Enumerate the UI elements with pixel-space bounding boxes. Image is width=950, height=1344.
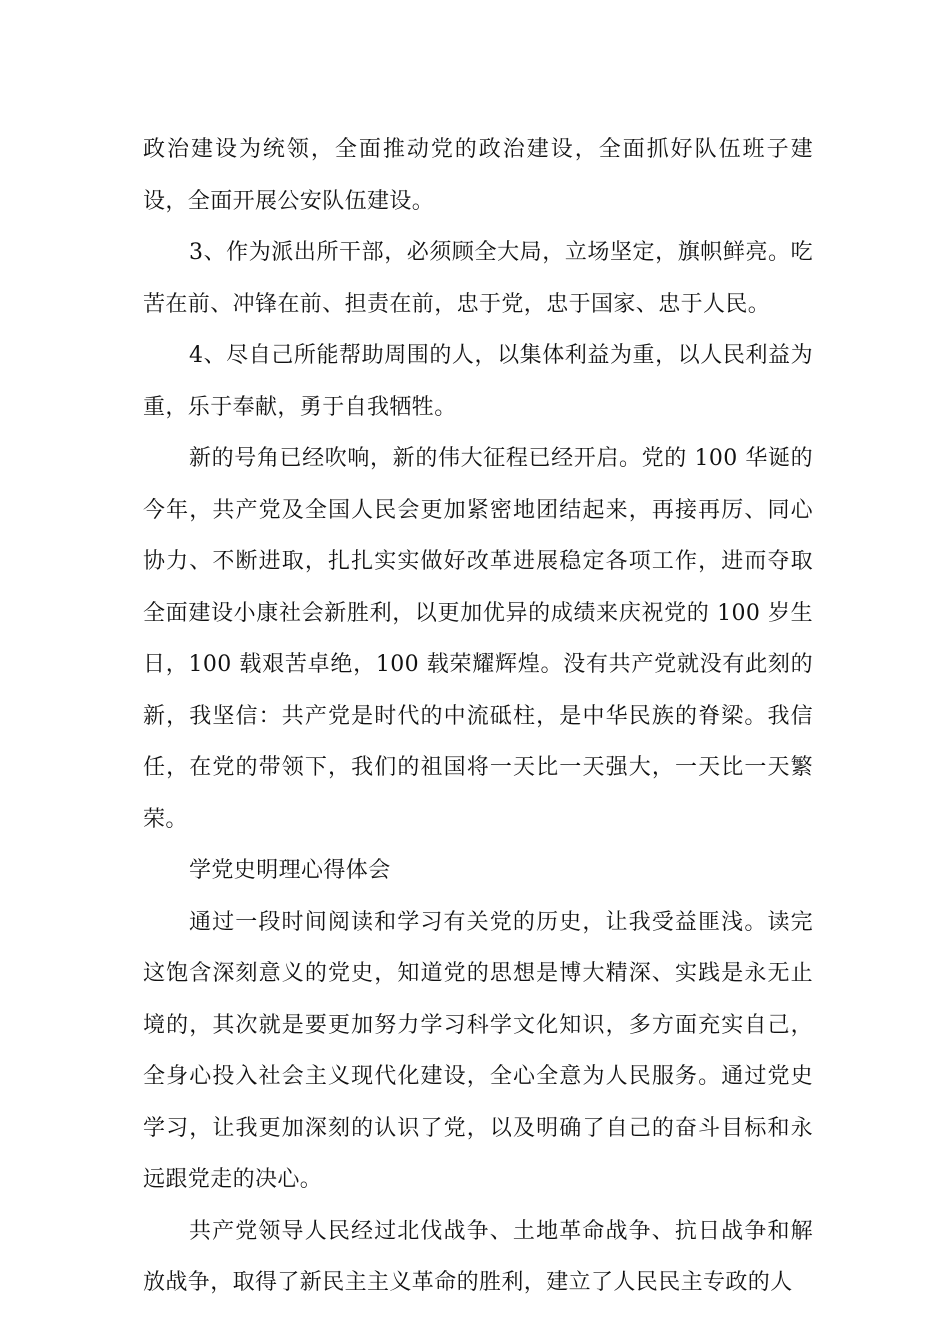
paragraph-reflection: 通过一段时间阅读和学习有关党的历史，让我受益匪浅。读完这饱含深刻意义的党史，知道党的思想是博大精深、实践是永无止境的，其次就是要更加努力学习科学文化知识，多方面充实自己，全身心投入社会主义现代化建设，全心全意为人民服务。通过党史学习，让我更加深刻的认识了党，以及明确了自己的奋斗目标和永远跟党走的决心。 [143, 909, 813, 1192]
paragraph-history: 共产党领导人民经过北伐战争、土地革命战争、抗日战争和解放战争，取得了新民主主义革命的胜利，建立了人民民主专政的人 [143, 1218, 813, 1295]
paragraph-conclusion: 新的号角已经吹响，新的伟大征程已经开启。党的 100 华诞的今年，共产党及全国人民会更加紧密地团结起来，再接再厉、同心协力、不断进取，扎扎实实做好改革进展稳定各项工作，进而夺取全面建设小康社会新胜利，以更加优异的成绩来庆祝党的 100 岁生日，100 载艰苦卓绝，100 载荣耀辉煌。没有共产党就没有此刻的新，我坚信：共产党是时代的中流砥柱，是中华民族的脊梁。我信任，在党的带领下，我们的祖国将一天比一天强大，一天比一天繁荣。 [143, 446, 813, 832]
section-heading: 学党史明理心得体会 [189, 858, 391, 883]
document-body [143, 124, 813, 1309]
paragraph-continuation: 政治建设为统领，全面推动党的政治建设，全面抓好队伍班子建设，全面开展公安队伍建设。 [143, 137, 813, 214]
paragraph-item-4: 4、尽自己所能帮助周围的人，以集体利益为重，以人民利益为重，乐于奉献，勇于自我牺牲。 [143, 343, 813, 420]
paragraph-item-3: 3、作为派出所干部，必须顾全大局，立场坚定，旗帜鲜亮。吃苦在前、冲锋在前、担责在前，忠于党，忠于国家、忠于人民。 [143, 240, 813, 317]
